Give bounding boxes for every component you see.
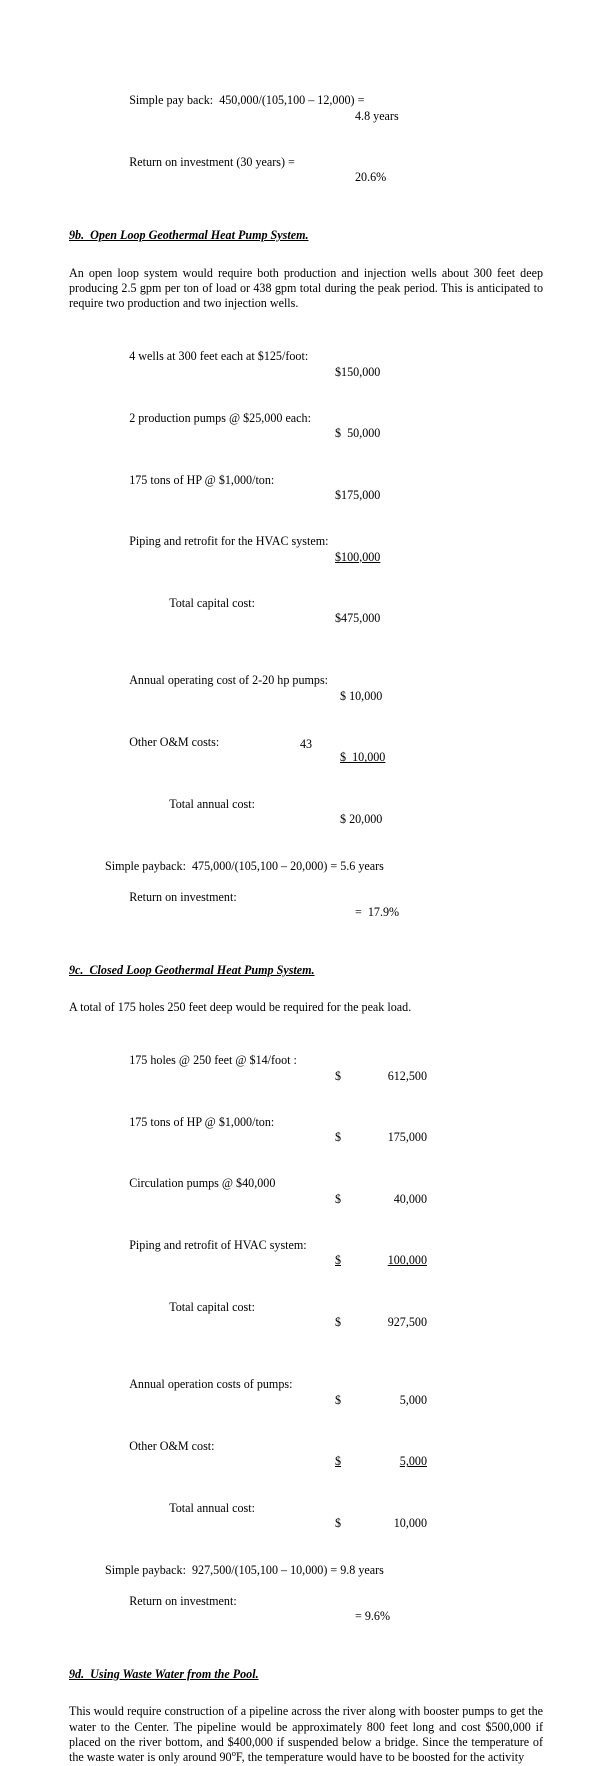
paragraph-text-part2: F, the temperature would have to be boosted for the activity <box>235 1750 525 1765</box>
calc-label: Simple pay back: 450,000/(105,100 – 12,000) = <box>129 93 365 108</box>
results-9c <box>69 1563 543 1640</box>
roi-value-9c: = 9.6% <box>355 1608 391 1623</box>
calc-label: Return on investment (30 years) = <box>129 155 295 170</box>
page-number: 43 <box>299 737 313 751</box>
amount-number: 10,000 <box>393 1515 427 1530</box>
amount-number: 927,500 <box>387 1315 427 1330</box>
section-heading-9b: 9b. Open Loop Geothermal Heat Pump System. <box>69 228 309 243</box>
section-paragraph-9c: A total of 175 holes 250 feet deep would be required for the peak load. <box>69 1000 412 1015</box>
simple-payback-9c: Simple payback: 927,500/(105,100 – 10,000) = 9.8 years <box>105 1562 384 1577</box>
row-label: Piping and retrofit of HVAC system: <box>129 1238 307 1252</box>
section-heading-9d: 9d. Using Waste Water from the Pool. <box>69 1666 259 1681</box>
calc-value: 4.8 years <box>355 108 399 123</box>
row-label: Other O&M costs: <box>129 735 220 750</box>
row-amount <box>335 1253 427 1268</box>
calc-line <box>69 78 543 140</box>
row-label: Total annual cost: <box>169 1500 255 1515</box>
spacer <box>69 312 543 334</box>
row-label: Total capital cost: <box>169 595 255 610</box>
paragraph-text-part1: This would require construction of a pipeline across the river along with booster pumps to get the water to the Center. The pipeline would be approximately 800 feet long and cost $500,000 if placed on the river bottom, and $400,000 if suspended below a bridge. Since the temperature of the waste water is only around 90 <box>69 1704 543 1765</box>
row-amount: $ 10,000 <box>340 688 383 703</box>
table-row <box>69 658 543 720</box>
table-row <box>69 396 543 458</box>
spacer <box>69 244 543 266</box>
currency-symbol: $ <box>335 1191 342 1206</box>
row-amount <box>335 1516 427 1531</box>
simple-payback-9b: Simple payback: 475,000/(105,100 – 20,000) = 5.6 years <box>105 858 384 873</box>
row-label: Circulation pumps @ $40,000 <box>129 1176 276 1191</box>
row-amount <box>335 1454 427 1469</box>
calc-line <box>69 140 543 202</box>
row-label: 2 production pumps @ $25,000 each: <box>129 410 311 425</box>
row-amount: $ 50,000 <box>335 426 381 441</box>
roi-value-9b: = 17.9% <box>355 905 400 920</box>
currency-symbol: $ <box>335 1515 342 1530</box>
row-label: 175 tons of HP @ $1,000/ton: <box>129 1114 275 1129</box>
table-row <box>69 457 543 519</box>
amount-number: 5,000 <box>399 1392 427 1407</box>
row-label: Piping and retrofit for the HVAC system: <box>129 534 329 549</box>
table-row-total <box>69 580 543 642</box>
row-label: 175 tons of HP @ $1,000/ton: <box>129 472 275 487</box>
spacer <box>69 201 543 228</box>
row-label: Other O&M cost: <box>129 1438 215 1453</box>
spacer <box>69 1016 543 1038</box>
row-amount: $ 10,000 <box>340 750 386 765</box>
spacer <box>69 978 543 1000</box>
amount-number: 612,500 <box>387 1068 427 1083</box>
roi-label-9c: Return on investment: <box>129 1593 237 1608</box>
roi-row-9b <box>69 874 543 936</box>
roi-row-9c <box>69 1578 543 1640</box>
capital-cost-table-9b <box>69 334 543 642</box>
amount-number: 40,000 <box>393 1191 427 1206</box>
results-9b <box>69 859 543 936</box>
row-label: Annual operating cost of 2-20 hp pumps: <box>129 673 329 688</box>
page-content <box>69 78 543 1766</box>
row-amount <box>335 1393 427 1408</box>
amount-number: 5,000 <box>399 1454 427 1469</box>
row-amount <box>335 1315 427 1330</box>
spacer <box>69 1682 543 1704</box>
spacer <box>69 1547 543 1563</box>
currency-symbol: $ <box>335 1454 342 1469</box>
amount-number: 100,000 <box>387 1253 427 1268</box>
currency-symbol: $ <box>335 1392 342 1407</box>
calc-value: 20.6% <box>355 170 387 185</box>
degree-symbol: o <box>231 1748 236 1759</box>
table-row-total <box>69 1485 543 1547</box>
section-paragraph-9d <box>69 1704 543 1766</box>
spacer <box>69 1346 543 1362</box>
table-row-total <box>69 1284 543 1346</box>
row-label: Total annual cost: <box>169 796 255 811</box>
spacer <box>69 1640 543 1667</box>
table-row-total <box>69 781 543 843</box>
table-row <box>69 334 543 396</box>
table-row <box>69 1161 543 1223</box>
row-label: Total capital cost: <box>169 1299 255 1314</box>
row-label: 175 holes @ 250 feet @ $14/foot : <box>129 1053 297 1068</box>
top-calculations <box>69 78 543 201</box>
row-amount <box>335 1192 427 1207</box>
roi-label-9b: Return on investment: <box>129 889 237 904</box>
table-row <box>69 1038 543 1100</box>
spacer <box>69 936 543 963</box>
row-amount: $175,000 <box>335 487 381 502</box>
annual-cost-table-9c <box>69 1362 543 1547</box>
row-label: Annual operation costs of pumps: <box>129 1377 293 1392</box>
row-label: 4 wells at 300 feet each at $125/foot: <box>129 349 309 364</box>
spacer <box>69 642 543 658</box>
currency-symbol: $ <box>335 1315 342 1330</box>
row-amount: $150,000 <box>335 364 381 379</box>
row-amount: $100,000 <box>335 549 381 564</box>
row-amount <box>335 1130 427 1145</box>
capital-cost-table-9c <box>69 1038 543 1346</box>
section-heading-9c: 9c. Closed Loop Geothermal Heat Pump System. <box>69 962 315 977</box>
table-row <box>69 1362 543 1424</box>
table-row <box>69 1223 543 1285</box>
table-row <box>69 1423 543 1485</box>
amount-number: 175,000 <box>387 1130 427 1145</box>
currency-symbol: $ <box>335 1130 342 1145</box>
currency-symbol: $ <box>335 1068 342 1083</box>
table-row <box>69 1099 543 1161</box>
row-amount <box>335 1069 427 1084</box>
currency-symbol: $ <box>335 1253 342 1268</box>
spacer <box>69 843 543 859</box>
section-paragraph-9b: An open loop system would require both production and injection wells about 300 feet deep producing 2.5 gpm per ton of load or 438 gpm total during the peak period. This is anticipated to require two production and two injection wells. <box>69 265 543 311</box>
table-row <box>69 519 543 581</box>
row-amount: $475,000 <box>335 611 381 626</box>
row-amount: $ 20,000 <box>340 812 383 827</box>
